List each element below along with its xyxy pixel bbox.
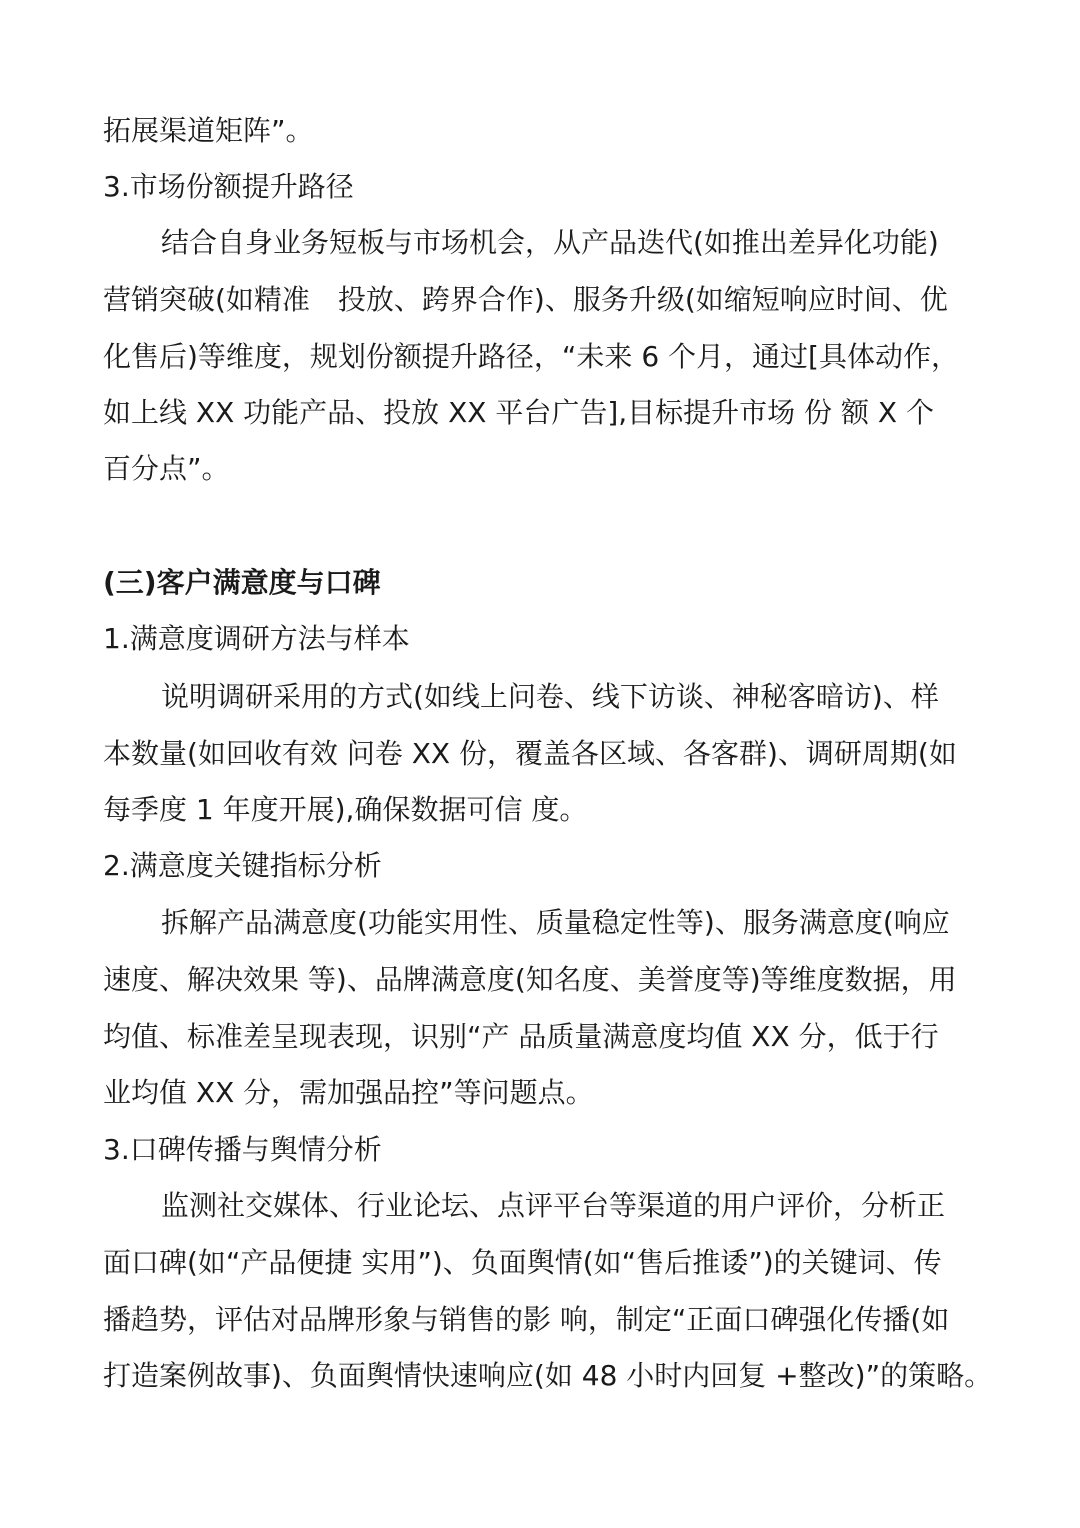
paragraph-line: 拆解产品满意度(功能实用性、质量稳定性等)、服务满意度(响应 <box>161 906 950 939</box>
paragraph-line: 面口碑(如“产品便捷 实用”)、负面舆情(如“售后推诿”)的关键词、传 <box>103 1246 942 1279</box>
subheading-market-share-path: 3.市场份额提升路径 <box>103 170 354 203</box>
paragraph-line: 播趋势，评估对品牌形象与销售的影 响，制定“正面口碑强化传播(如 <box>103 1303 950 1336</box>
paragraph-line: 速度、解决效果 等)、品牌满意度(知名度、美誉度等)等维度数据，用 <box>103 963 957 996</box>
paragraph-line: 监测社交媒体、行业论坛、点评平台等渠道的用户评价，分析正 <box>161 1189 946 1222</box>
paragraph-line: 百分点”。 <box>103 452 230 485</box>
paragraph-line: 均值、标准差呈现表现，识别“产 品质量满意度均值 XX 分，低于行 <box>103 1020 939 1053</box>
paragraph-line: 说明调研采用的方式(如线上问卷、线下访谈、神秘客暗访)、样 <box>161 680 939 713</box>
paragraph-line: 打造案例故事)、负面舆情快速响应(如 48 小时内回复 +整改)”的策略。 <box>103 1359 993 1392</box>
subheading-word-of-mouth: 3.口碑传播与舆情分析 <box>103 1133 382 1166</box>
section-heading-satisfaction: (三)客户满意度与口碑 <box>103 566 381 599</box>
subheading-survey-method: 1.满意度调研方法与样本 <box>103 622 410 655</box>
paragraph-line: 化售后)等维度，规划份额提升路径，“未来 6 个月，通过[具体动作， <box>103 340 959 373</box>
paragraph-line: 本数量(如回收有效 问卷 XX 份，覆盖各区域、各客群)、调研周期(如 <box>103 737 957 770</box>
paragraph-line: 每季度 1 年度开展),确保数据可信 度。 <box>103 793 588 826</box>
paragraph-line: 营销突破(如精准 投放、跨界合作)、服务升级(如缩短响应时间、优 <box>103 283 948 316</box>
subheading-key-metrics: 2.满意度关键指标分析 <box>103 849 382 882</box>
paragraph-line: 结合自身业务短板与市场机会，从产品迭代(如推出差异化功能) <box>161 226 939 259</box>
paragraph-line: 如上线 XX 功能产品、投放 XX 平台广告],目标提升市场 份 额 X 个 <box>103 396 934 429</box>
paragraph-continuation: 拓展渠道矩阵”。 <box>103 114 314 147</box>
paragraph-line: 业均值 XX 分，需加强品控”等问题点。 <box>103 1076 594 1109</box>
